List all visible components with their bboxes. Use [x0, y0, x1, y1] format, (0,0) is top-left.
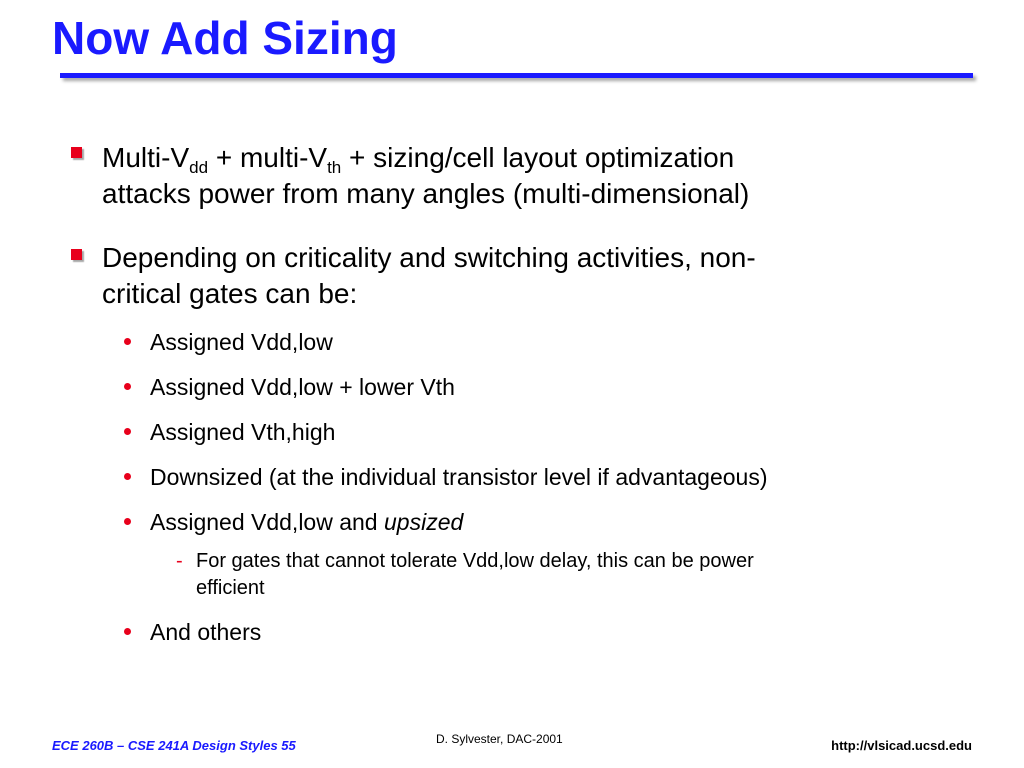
- sub-sub-bullet-line-2: efficient: [196, 577, 265, 599]
- dash-bullet-icon: -: [176, 550, 183, 572]
- bullet-1-text-b: + multi-V: [208, 142, 328, 173]
- bullet-2-line-1: Depending on criticality and switching activities, non-: [102, 242, 756, 273]
- dot-bullet-icon: [124, 473, 131, 480]
- title-underline: [60, 73, 973, 78]
- footer-author: D. Sylvester, DAC-2001: [436, 732, 563, 746]
- bullet-1-line-2: attacks power from many angles (multi-dimensional): [102, 178, 750, 209]
- sub-bullet-6: And others: [150, 619, 262, 645]
- sub-bullet-2: Assigned Vdd,low + lower Vth: [150, 374, 455, 400]
- bullet-1-text-a: Multi-V: [102, 142, 190, 173]
- footer-url: http://vlsicad.ucsd.edu: [831, 738, 972, 753]
- bullet-1-line-1: [102, 140, 734, 176]
- sub-bullet-5: [150, 507, 463, 537]
- dot-bullet-icon: [124, 518, 131, 525]
- dot-bullet-icon: [124, 338, 131, 345]
- sub-bullet-5-emphasis: upsized: [384, 509, 464, 535]
- bullet-2-line-2: critical gates can be:: [102, 278, 358, 309]
- square-bullet-icon: [71, 147, 82, 158]
- dot-bullet-icon: [124, 628, 131, 635]
- dot-bullet-icon: [124, 428, 131, 435]
- sub-bullet-1: Assigned Vdd,low: [150, 329, 333, 355]
- sub-bullet-5-text: Assigned Vdd,low and: [150, 509, 384, 535]
- sub-bullet-3: Assigned Vth,high: [150, 419, 336, 445]
- subscript-dd: dd: [189, 158, 209, 177]
- footer-course-label: ECE 260B – CSE 241A Design Styles 55: [52, 738, 296, 753]
- slide-title: Now Add Sizing: [52, 12, 398, 64]
- subscript-th: th: [327, 158, 342, 177]
- sub-bullet-4: Downsized (at the individual transistor level if advantageous): [150, 464, 768, 490]
- bullet-1-text-c: + sizing/cell layout optimization: [341, 142, 735, 173]
- dot-bullet-icon: [124, 383, 131, 390]
- sub-sub-bullet-line-1: For gates that cannot tolerate Vdd,low delay, this can be power: [196, 550, 754, 572]
- square-bullet-icon: [71, 249, 82, 260]
